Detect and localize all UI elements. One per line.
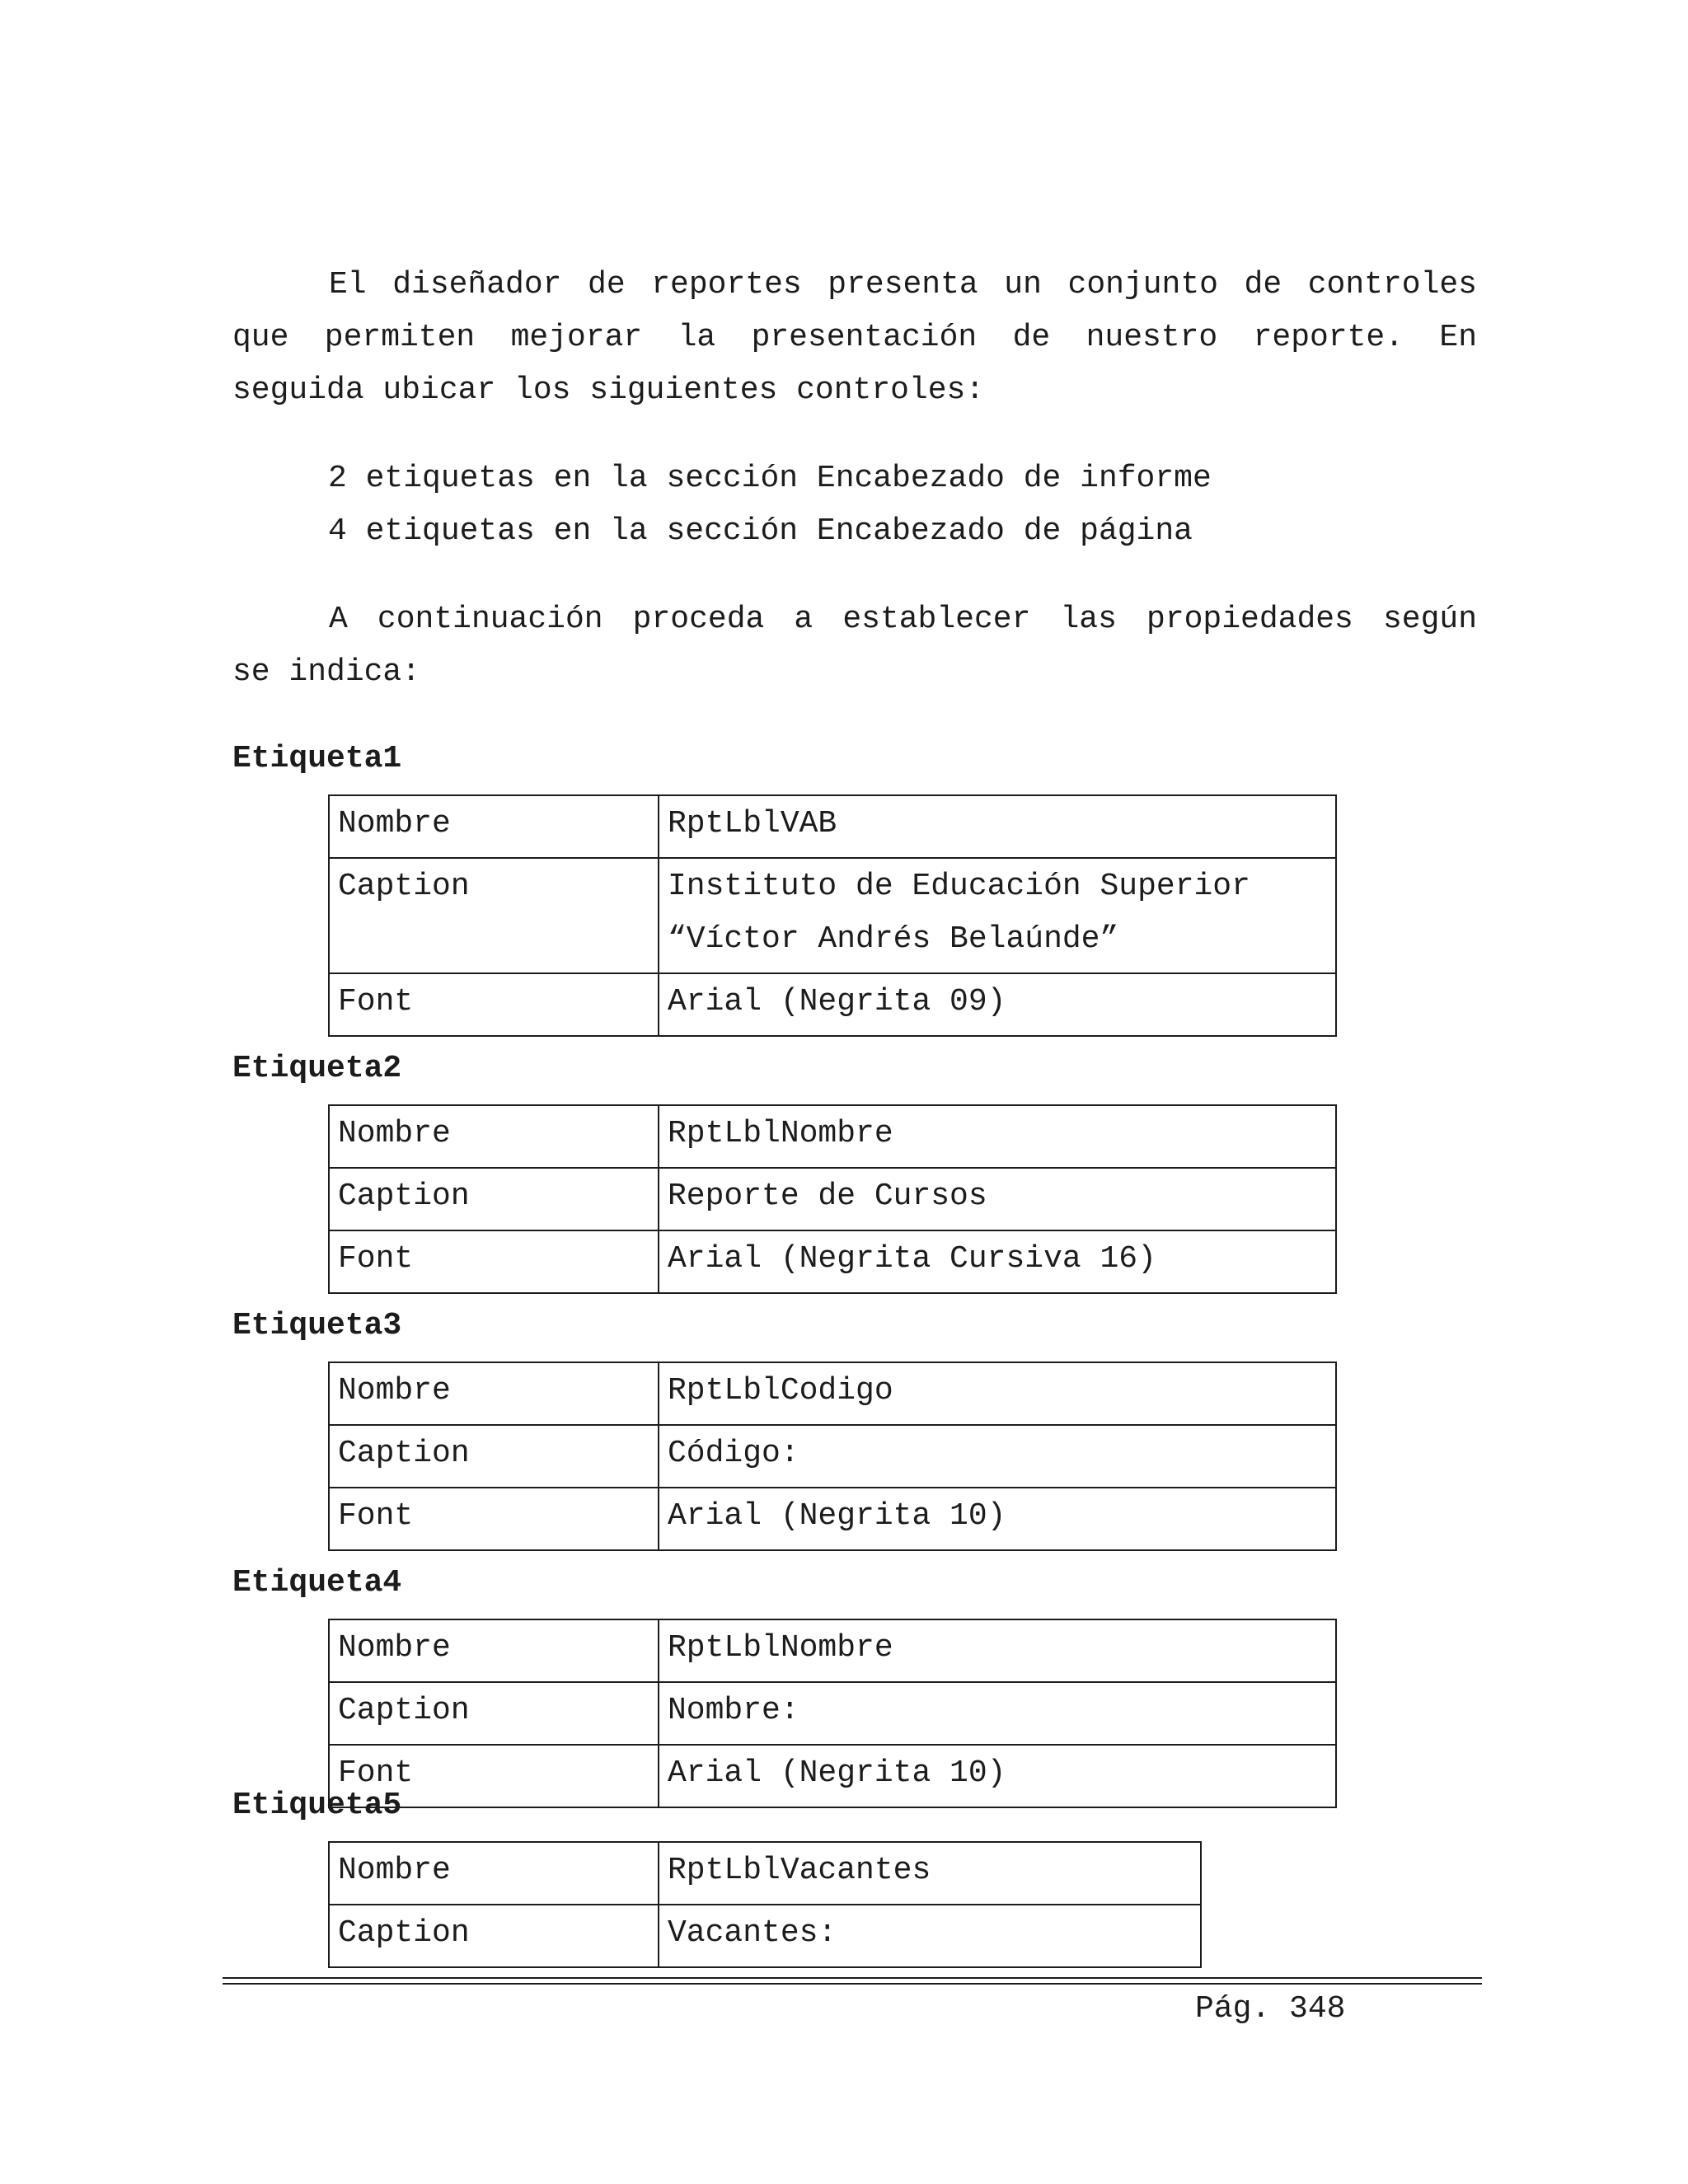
property-value: Código: — [659, 1425, 1336, 1488]
table-row — [329, 1682, 1336, 1745]
property-name: Font — [329, 1230, 659, 1293]
footer-divider — [223, 1977, 1482, 1979]
property-name: Caption — [329, 1682, 659, 1745]
table-row — [329, 1425, 1336, 1488]
property-value: RptLblVacantes — [659, 1842, 1201, 1905]
list-item: 4 etiquetas en la sección Encabezado de página — [328, 513, 1193, 549]
property-name: Nombre — [329, 1842, 659, 1905]
property-value: RptLblNombre — [659, 1105, 1336, 1168]
table-row — [329, 858, 1336, 973]
table-row — [329, 1745, 1336, 1807]
instruction-line-2: se indica: — [232, 654, 421, 690]
table-row — [329, 1842, 1201, 1905]
section-heading: Etiqueta5 — [232, 1788, 402, 1823]
property-value: RptLblCodigo — [659, 1362, 1336, 1425]
section-heading: Etiqueta3 — [232, 1308, 402, 1343]
property-value: Reporte de Cursos — [659, 1168, 1336, 1230]
properties-table — [328, 1841, 1202, 1968]
property-value: Arial (Negrita Cursiva 16) — [659, 1230, 1336, 1293]
property-value: Nombre: — [659, 1682, 1336, 1745]
property-value: Instituto de Educación Superior “Víctor Andrés Belaúnde” — [659, 858, 1336, 973]
intro-line-3: seguida ubicar los siguientes controles: — [232, 373, 985, 408]
property-value: Arial (Negrita 10) — [659, 1488, 1336, 1550]
property-name: Font — [329, 973, 659, 1036]
footer-divider — [223, 1983, 1482, 1985]
property-name: Nombre — [329, 795, 659, 858]
property-name: Nombre — [329, 1362, 659, 1425]
property-name: Nombre — [329, 1105, 659, 1168]
property-value: Arial (Negrita 09) — [659, 973, 1336, 1036]
table-row — [329, 1362, 1336, 1425]
section-heading: Etiqueta1 — [232, 741, 402, 776]
list-item: 2 etiquetas en la sección Encabezado de informe — [328, 461, 1212, 496]
property-name: Nombre — [329, 1619, 659, 1682]
property-name: Caption — [329, 1168, 659, 1230]
property-value: Vacantes: — [659, 1905, 1201, 1967]
properties-table — [328, 794, 1337, 1037]
table-row — [329, 1488, 1336, 1550]
table-row — [329, 1619, 1336, 1682]
property-name: Caption — [329, 858, 659, 973]
properties-table — [328, 1361, 1337, 1551]
properties-table — [328, 1104, 1337, 1294]
table-row — [329, 1230, 1336, 1293]
page-number: Pág. 348 — [1195, 1991, 1346, 2027]
intro-line-1: El diseñador de reportes presenta un conjunto de controles — [329, 267, 1477, 302]
table-row — [329, 1905, 1201, 1967]
properties-table — [328, 1619, 1337, 1808]
property-value: RptLblNombre — [659, 1619, 1336, 1682]
table-row — [329, 973, 1336, 1036]
property-value: RptLblVAB — [659, 795, 1336, 858]
property-name: Caption — [329, 1425, 659, 1488]
table-row — [329, 1168, 1336, 1230]
property-name: Font — [329, 1745, 659, 1807]
property-name: Font — [329, 1488, 659, 1550]
intro-line-2: que permiten mejorar la presentación de nuestro reporte. En — [232, 320, 1477, 355]
instruction-line-1: A continuación proceda a establecer las propiedades según — [329, 602, 1477, 637]
instruction-paragraph — [232, 593, 1477, 646]
property-value: Arial (Negrita 10) — [659, 1745, 1336, 1807]
section-heading: Etiqueta2 — [232, 1051, 402, 1086]
table-row — [329, 1105, 1336, 1168]
table-row — [329, 795, 1336, 858]
section-heading: Etiqueta4 — [232, 1565, 402, 1601]
property-name: Caption — [329, 1905, 659, 1967]
intro-paragraph — [232, 259, 1477, 364]
